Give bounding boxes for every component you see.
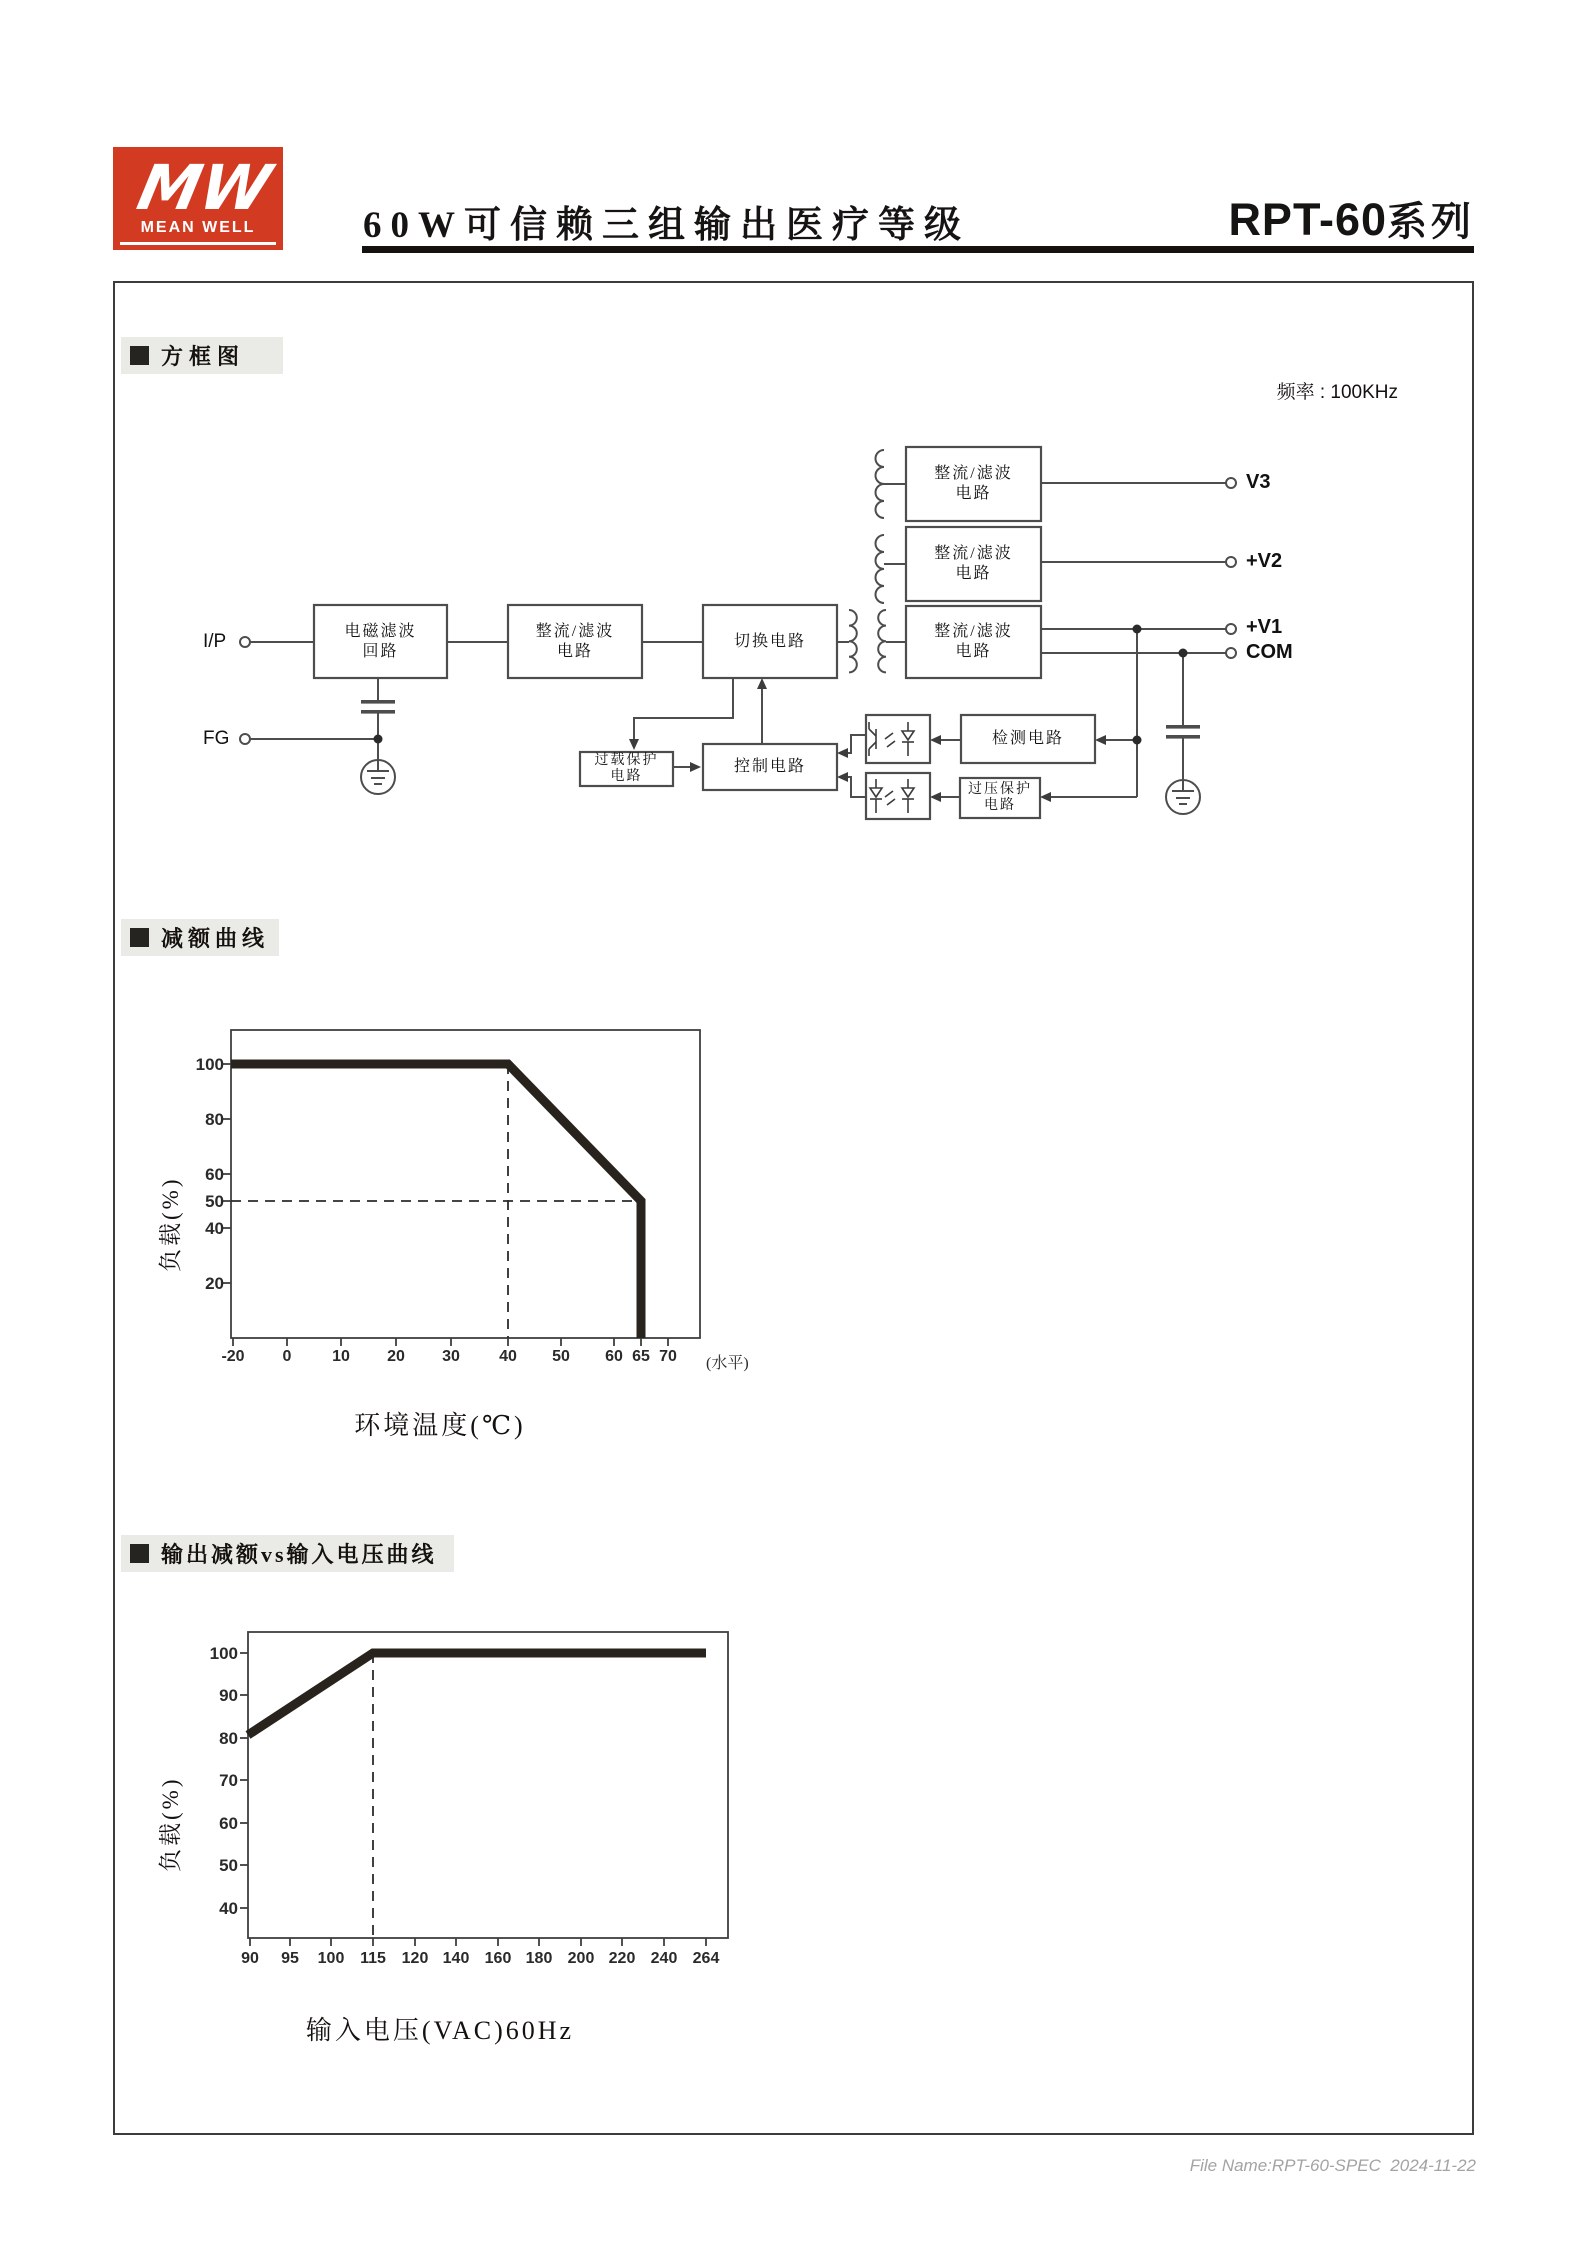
x-tick: 30: [442, 1348, 460, 1365]
x-tick: 140: [442, 1950, 470, 1967]
terminal-label-v2: +V2: [1246, 550, 1283, 572]
emi-filter-label: 电磁滤波 回路: [344, 622, 417, 660]
chart1-x-label: 环境温度(℃): [354, 1411, 526, 1440]
rectifier-filter-label: 整流/滤波 电路: [535, 622, 615, 660]
switching-circuit-label: 切换电路: [733, 632, 806, 650]
x-tick: 95: [281, 1950, 299, 1967]
chart1-y-label: 负载(%): [158, 1176, 183, 1272]
x-tick: 120: [401, 1950, 429, 1967]
mw-logo-brand: MEAN WELL: [140, 219, 256, 236]
x-tick: 20: [387, 1348, 405, 1365]
mw-logo-rule: [120, 242, 276, 245]
page-title: 60W可信赖三组输出医疗等级: [363, 205, 970, 246]
y-tick: 40: [205, 1219, 224, 1238]
input-derating-curve-line: [248, 1653, 706, 1735]
x-tick: 65: [632, 1348, 650, 1365]
switching-frequency-note: 频率 : 100KHz: [1276, 382, 1398, 403]
y-tick: 100: [209, 1644, 238, 1663]
mean-well-logo: [113, 147, 283, 250]
overload-protection-label: 过载保护 电路: [594, 752, 659, 784]
section-label: 方框图: [161, 344, 246, 369]
x-tick: 50: [552, 1348, 570, 1365]
y-tick: 60: [205, 1165, 224, 1184]
x-tick: -20: [221, 1348, 245, 1365]
series-title: [1228, 190, 1475, 247]
section-bullet-icon: [130, 1544, 149, 1563]
x-tick: 40: [499, 1348, 517, 1365]
series-name: RPT-60: [1228, 194, 1387, 245]
y-tick: 100: [195, 1055, 224, 1074]
y-tick: 90: [219, 1686, 238, 1705]
terminal-label-ip: I/P: [203, 631, 227, 652]
y-tick: 40: [219, 1899, 238, 1918]
rectifier-filter-v1-label: 整流/滤波 电路: [934, 623, 1013, 660]
x-tick: 180: [525, 1950, 553, 1967]
terminal-label-v3: V3: [1246, 471, 1271, 493]
x-tick: 70: [659, 1348, 677, 1365]
chart2-x-label: 输入电压(VAC)60Hz: [305, 2016, 575, 2045]
y-tick: 20: [205, 1274, 224, 1293]
mw-logo-letters: MW: [131, 151, 278, 224]
ovp-circuit-label: 过压保护 电路: [968, 781, 1032, 813]
guide-lines: [231, 1064, 641, 1338]
rectifier-filter-v2-label: 整流/滤波 电路: [934, 545, 1013, 582]
x-tick: 0: [282, 1348, 292, 1365]
chart2-y-label: 负载(%): [158, 1776, 183, 1872]
title-underline: [362, 246, 1474, 253]
x-tick: 200: [567, 1950, 595, 1967]
x-tick: 220: [608, 1950, 636, 1967]
x-tick: 100: [317, 1950, 345, 1967]
x-tick: 240: [650, 1950, 678, 1967]
y-tick: 80: [219, 1729, 238, 1748]
terminal-label-fg: FG: [203, 728, 230, 749]
x-tick: 90: [241, 1950, 259, 1967]
transformer-coils: [842, 450, 906, 672]
y-tick: 60: [219, 1814, 238, 1833]
control-circuit-label: 控制电路: [733, 758, 806, 775]
section-label: 减额曲线: [161, 926, 270, 951]
x-tick: 160: [484, 1950, 512, 1967]
y-tick: 50: [219, 1856, 238, 1875]
x-tick: 60: [605, 1348, 623, 1365]
detection-circuit-label: 检测电路: [991, 730, 1064, 747]
file-name-note: File Name:RPT-60-SPEC 2024-11-22: [1189, 2156, 1476, 2175]
x-tick: 10: [332, 1348, 350, 1365]
section-label: 输出减额vs输入电压曲线: [161, 1542, 437, 1567]
series-suffix: 系列: [1387, 199, 1475, 244]
rectifier-filter-v3-label: 整流/滤波 电路: [934, 465, 1013, 502]
y-tick: 70: [219, 1771, 238, 1790]
terminal-label-com: COM: [1246, 641, 1293, 663]
x-axis-note: (水平): [706, 1355, 749, 1372]
x-tick: 115: [360, 1950, 386, 1967]
y-tick: 50: [205, 1192, 224, 1211]
x-tick: 264: [692, 1950, 720, 1967]
section-header-output-derating: [121, 1535, 454, 1572]
y-tick: 80: [205, 1110, 224, 1129]
terminal-label-v1: +V1: [1246, 616, 1283, 638]
